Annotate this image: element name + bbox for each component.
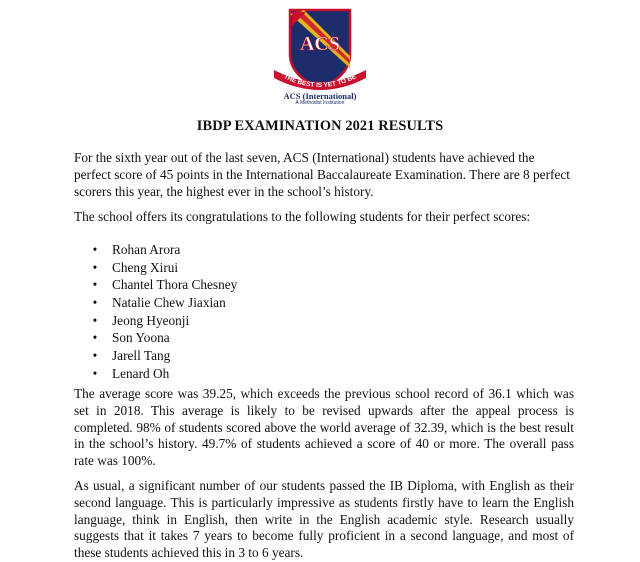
bullet-icon: • <box>92 312 98 328</box>
bullet-icon: • <box>92 277 98 293</box>
bullet-icon: • <box>92 330 98 346</box>
list-item <box>90 241 237 259</box>
student-name: Son Yoona <box>112 330 170 346</box>
crest-school-name: ACS (International) <box>283 91 357 101</box>
crest-tagline: A Methodist Institution <box>295 100 345 106</box>
crest-motto: THE BEST IS YET TO BE <box>282 73 358 90</box>
list-item <box>90 365 237 383</box>
page-title: IBDP EXAMINATION 2021 RESULTS <box>196 118 444 134</box>
english-language-paragraph: As usual, a significant number of our students passed the IB Diploma, with English as their second language. This is particularly impressive as students firstly have to learn the English language, think in English, then write in the English academic style. Research usually suggests that it takes 7 years to become fully proficient in a second language, and most of these students achieved this in 3 to 6 years. <box>74 478 574 561</box>
bullet-icon: • <box>92 348 98 364</box>
school-crest <box>266 6 374 106</box>
bullet-icon: • <box>92 295 98 311</box>
bullet-icon: • <box>92 365 98 381</box>
list-item <box>90 294 237 312</box>
student-name: Jeong Hyeonji <box>112 312 190 328</box>
bullet-icon: • <box>92 242 98 257</box>
student-name: Lenard Oh <box>112 365 170 381</box>
average-score-paragraph: The average score was 39.25, which exceeds the previous school record of 36.1 which was set in 2018. This average is likely to be revised upwards after the appeal process is completed. 98% of students scored above the world average of 32.39, which is the best result in the school’s history. 49.7% of students achieved a score of 40 or more. The overall pass rate was 100%. <box>74 386 574 469</box>
student-name: Natalie Chew Jiaxian <box>112 295 226 311</box>
bullet-icon: • <box>92 259 98 275</box>
intro-paragraph: For the sixth year out of the last seven, ACS (International) students have achieved the perfect score of 45 points in the International Baccalaureate Examination. There are 8 perfect scorers this year, the highest ever in the school’s history. <box>74 150 570 199</box>
congratulations-paragraph: The school offers its congratulations to the following students for their perfect scores: <box>74 209 531 224</box>
student-name: Jarell Tang <box>112 348 171 364</box>
student-list <box>90 241 237 383</box>
list-item <box>90 276 237 294</box>
list-item <box>90 312 237 330</box>
list-item <box>90 329 237 347</box>
student-name: Cheng Xirui <box>112 259 179 275</box>
student-name: Chantel Thora Chesney <box>112 277 238 293</box>
list-item <box>90 347 237 365</box>
crest-letters: ACS <box>299 33 341 55</box>
student-name: Rohan Arora <box>112 242 181 257</box>
list-item <box>90 259 237 277</box>
